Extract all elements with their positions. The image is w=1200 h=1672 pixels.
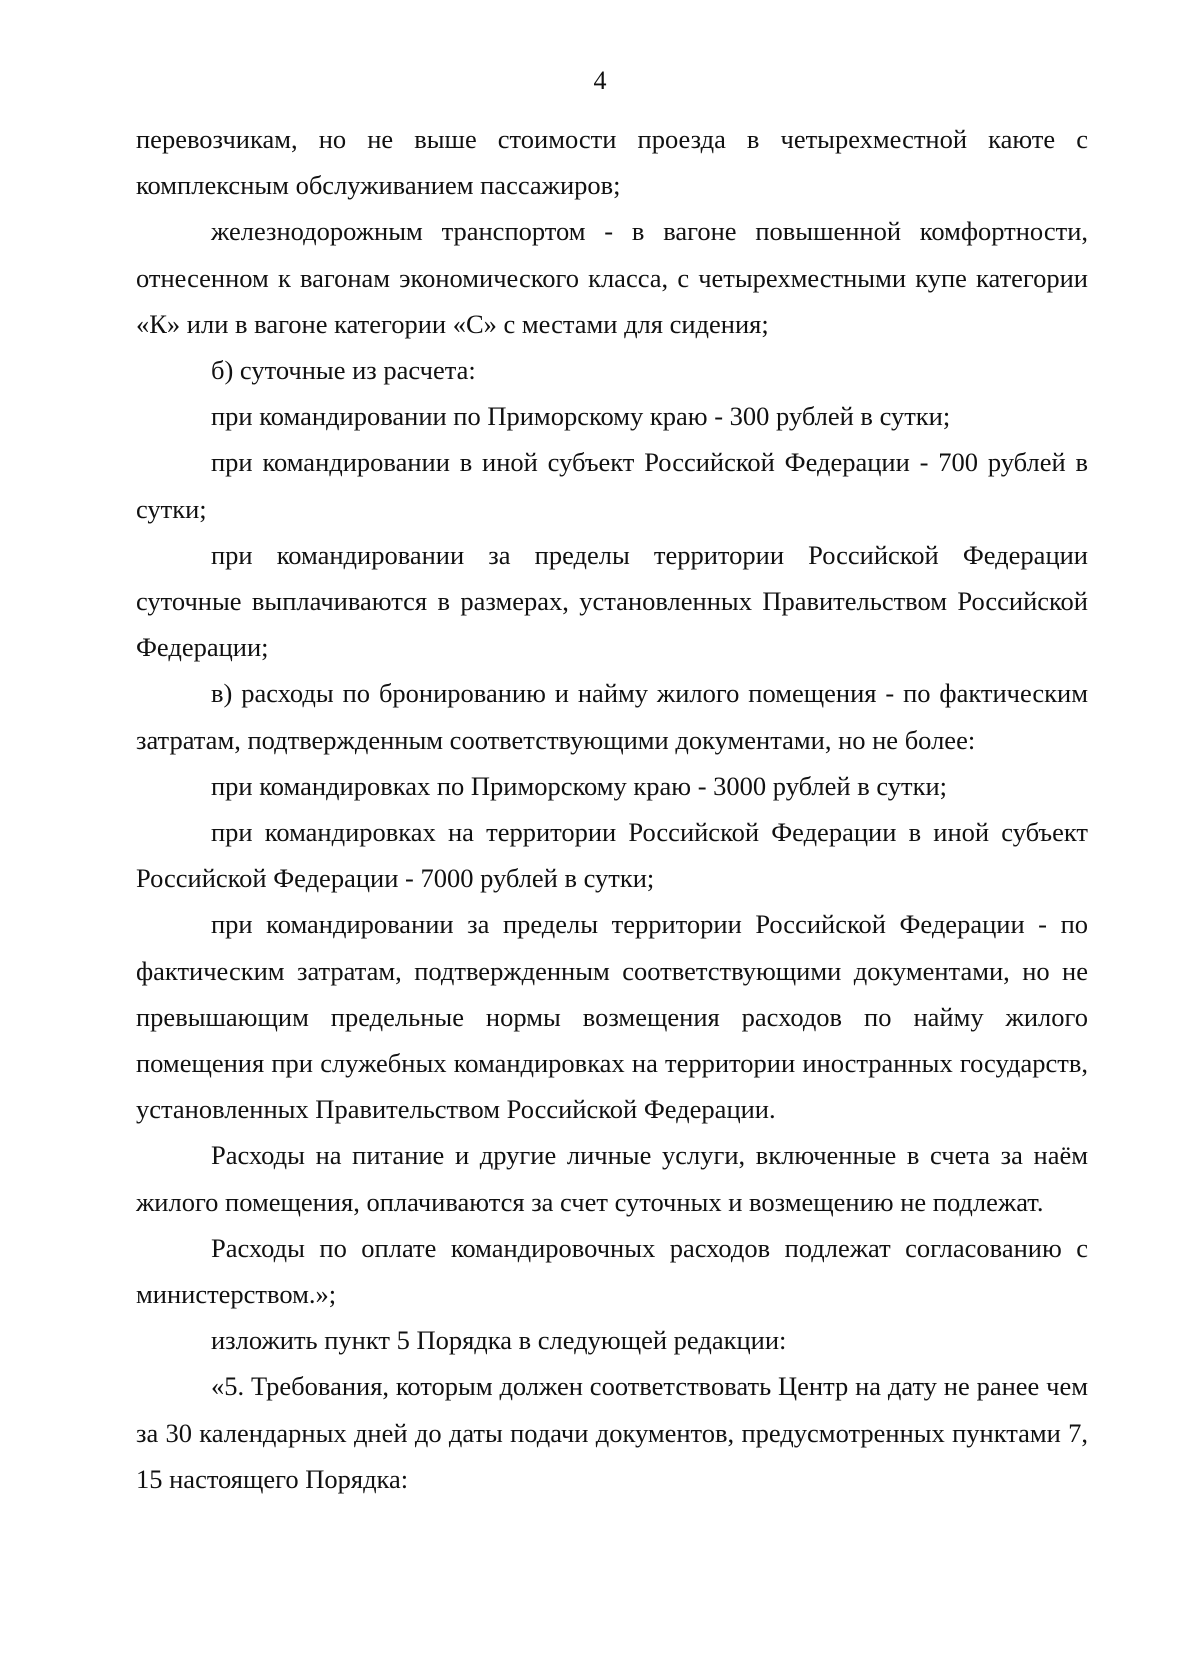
paragraph-per-diem-abroad: при командировании за пределы территории Российской Федерации суточные выплачиваются в размерах, установленных Правительством Российской Федерации; xyxy=(136,539,1088,663)
paragraph-meals-expenses: Расходы на питание и другие личные услуги, включенные в счета за наём жилого помещения, оплачиваются за счет суточных и возмещению не подлежат. xyxy=(136,1140,1088,1217)
paragraph-per-diem-primorsky: при командировании по Приморскому краю - 300 рублей в сутки; xyxy=(211,401,951,432)
paragraph-lodging-primorsky: при командировках по Приморскому краю - 3000 рублей в сутки; xyxy=(211,770,948,801)
paragraph-item-5-requirements: «5. Требования, которым должен соответствовать Центр на дату не ранее чем за 30 календарных дней до даты подачи документов, предусмотренных пунктами 7, 15 настоящего Порядка: xyxy=(136,1371,1088,1494)
paragraph-rail-transport: железнодорожным транспортом - в вагоне повышенной комфортности, отнесенном к вагонам экономического класса, с четырехместными купе категории «К» или в вагоне категории «С» с местами для сидения; xyxy=(136,216,1088,339)
paragraph-per-diem-other-subject: при командировании в иной субъект Российской Федерации - 700 рублей в сутки; xyxy=(136,447,1088,524)
paragraph-lodging-abroad: при командировании за пределы территории Российской Федерации - по фактическим затратам, подтвержденным соответствующими документами, но не превышающим предельные нормы возмещения расходов по найму жилого помещения при служебных командировках на территории иностранных государств, установленных Правительством Российской Федерации. xyxy=(136,909,1088,1125)
document-body xyxy=(136,116,1088,1502)
paragraph-carrier-cabin: перевозчикам, но не выше стоимости проезда в четырехместной каюте с комплексным обслуживанием пассажиров; xyxy=(136,124,1088,201)
paragraph-expense-approval: Расходы по оплате командировочных расходов подлежат согласованию с министерством.»; xyxy=(136,1232,1088,1310)
paragraph-lodging-other-subject: при командировках на территории Российской Федерации в иной субъект Российской Федерации - 7000 рублей в сутки; xyxy=(136,817,1088,894)
paragraph-amend-item-5: изложить пункт 5 Порядка в следующей редакции: xyxy=(211,1325,787,1356)
paragraph-lodging-heading: в) расходы по бронированию и найму жилого помещения - по фактическим затратам, подтвержденным соответствующими документами, но не более: xyxy=(136,678,1088,755)
paragraph-per-diem-heading: б) суточные из расчета: xyxy=(211,355,476,386)
page-number: 4 xyxy=(593,66,607,95)
